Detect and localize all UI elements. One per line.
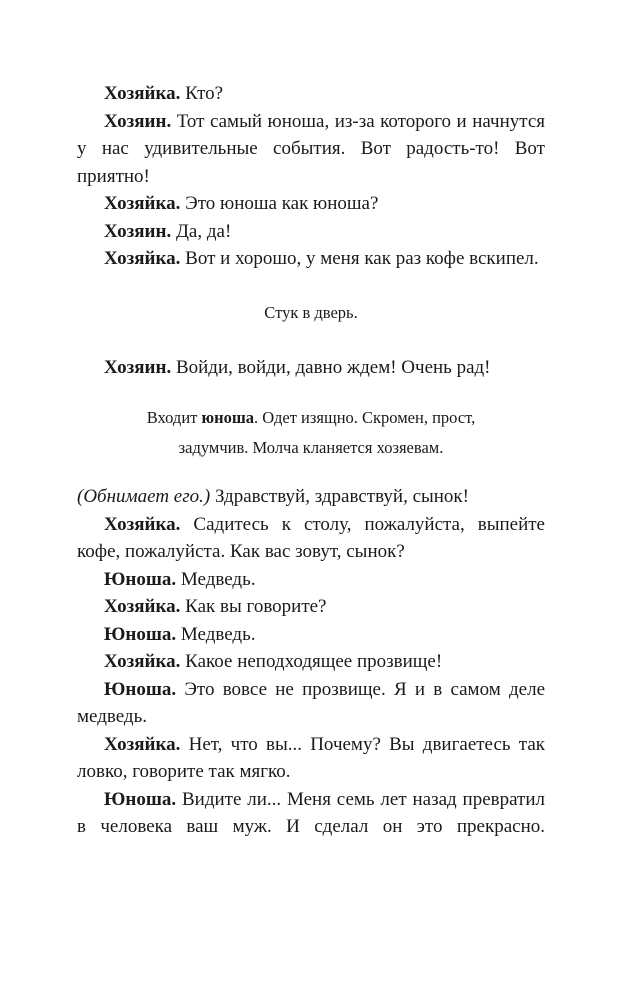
dialogue-line: [77, 786, 545, 841]
speaker-name: Хозяйка.: [104, 733, 181, 755]
speaker-name: Юноша.: [104, 623, 177, 645]
dialogue-line: [77, 731, 545, 786]
dialogue-line: [77, 108, 545, 191]
dialogue-line: [77, 566, 545, 594]
dialogue-line: [77, 676, 545, 731]
line-text: Садитесь к столу, пожалуйста, выпейте кофе, пожалуйста. Как вас зовут, сынок?: [77, 513, 545, 562]
dialogue-line: [77, 483, 545, 511]
speaker-name: Хозяйка.: [104, 513, 181, 535]
speaker-name: Хозяйка.: [104, 193, 181, 214]
speaker-name: Хозяйка.: [104, 83, 181, 104]
character-name: юноша: [201, 408, 255, 427]
speaker-name: Хозяин.: [104, 356, 172, 378]
dialogue-line: [77, 354, 545, 382]
stage-direction: задумчив. Молча кланяется хозяевам.: [178, 438, 444, 457]
line-text: Как вы говорите?: [180, 596, 327, 617]
line-text: Видите ли... Меня семь лет назад превратил в человека ваш муж. И сделал он это прекрасно.: [77, 788, 545, 837]
line-text: Это вовсе не прозвище. Я и в самом деле медведь.: [77, 678, 545, 727]
dialogue-line: [77, 648, 545, 676]
speaker-name: Хозяйка.: [104, 596, 181, 617]
dialogue-line: [77, 218, 545, 246]
speaker-name: Хозяин.: [104, 220, 172, 242]
speaker-name: Хозяин.: [104, 110, 172, 132]
dialogue-line: [77, 593, 545, 621]
speaker-name: Юноша.: [104, 568, 177, 590]
speaker-name: Хозяйка.: [104, 651, 181, 672]
dialogue-line: [77, 245, 545, 273]
stage-remark: (Обнимает его.): [77, 486, 211, 507]
line-text: Медведь.: [176, 568, 256, 590]
line-text: Тот самый юноша, из-за которого и начнутся у нас удивительные события. Вот радость-то! Вот приятно!: [77, 110, 545, 187]
line-text: Это юноша как юноша?: [180, 193, 379, 214]
line-text: Войди, войди, давно ждем! Очень рад!: [171, 356, 491, 378]
speaker-name: Юноша.: [104, 788, 177, 810]
page-text: [77, 80, 545, 841]
dialogue-line: [77, 511, 545, 566]
line-text: Да, да!: [171, 220, 232, 242]
dialogue-line: [77, 621, 545, 649]
speaker-name: Юноша.: [104, 678, 177, 700]
line-text: Вот и хорошо, у меня как раз кофе вскипел.: [180, 248, 539, 269]
stage-direction: Входит юноша. Одет изящно. Скромен, прост,: [146, 408, 476, 427]
stage-direction: Стук в дверь.: [264, 302, 358, 322]
dialogue-line: [77, 190, 545, 218]
dialogue-line: [77, 80, 545, 108]
line-text: Здравствуй, здравствуй, сынок!: [210, 486, 469, 507]
speaker-name: Хозяйка.: [104, 248, 181, 269]
line-text: Какое неподходящее прозвище!: [180, 651, 443, 672]
line-text: Нет, что вы... Почему? Вы двигаетесь так ловко, говорите так мягко.: [77, 733, 545, 782]
line-text: Кто?: [180, 83, 224, 104]
line-text: Медведь.: [176, 623, 256, 645]
